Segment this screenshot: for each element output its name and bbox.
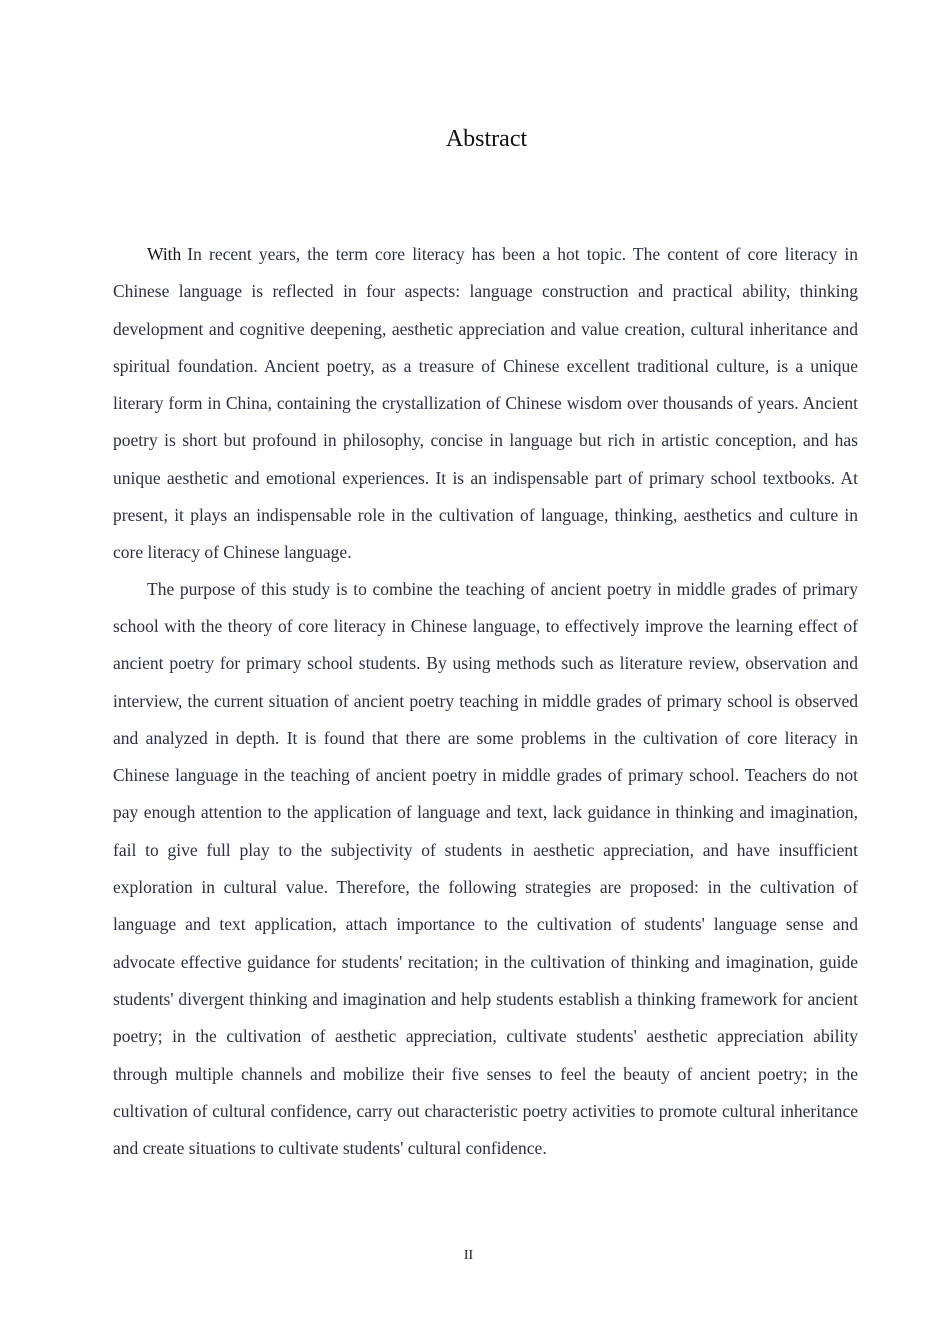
page-number: II (463, 1248, 474, 1263)
paragraph-text: In recent years, the term core literacy has been a hot topic. The content of core literacy in Chinese language is reflected in four aspects: language construction and practical ability, thinking development and cognitive deepening, aesthetic appreciation and value creation, cultural inheritance and spiritual foundation. Ancient poetry, as a treasure of Chinese excellent traditional culture, is a unique literary form in China, containing the crystallization of Chinese wisdom over thousands of years. Ancient poetry is short but profound in philosophy, concise in language but rich in artistic conception, and has unique aesthetic and emotional experiences. It is an indispensable part of primary school textbooks. At present, it plays an indispensable role in the cultivation of language, thinking, aesthetics and culture in core literacy of Chinese language. (113, 244, 858, 563)
abstract-body (113, 236, 858, 1167)
abstract-paragraph-1 (113, 236, 858, 572)
abstract-paragraph-2 (113, 571, 858, 1168)
page-title: Abstract (445, 126, 528, 152)
paragraph-text: The purpose of this study is to combine the teaching of ancient poetry in middle grades of primary school with the theory of core literacy in Chinese language, to effectively improve the learning effect of ancient poetry for primary school students. By using methods such as literature review, observation and interview, the current situation of ancient poetry teaching in middle grades of primary school is observed and analyzed in depth. It is found that there are some problems in the cultivation of core literacy in Chinese language in the teaching of ancient poetry in middle grades of primary school. Teachers do not pay enough attention to the application of language and text, lack guidance in thinking and imagination, fail to give full play to the subjectivity of students in aesthetic appreciation, and have insufficient exploration in cultural value. Therefore, the following strategies are proposed: in the cultivation of language and text application, attach importance to the cultivation of students' language sense and advocate effective guidance for students' recitation; in the cultivation of thinking and imagination, guide students' divergent thinking and imagination and help students establish a thinking framework for ancient poetry; in the cultivation of aesthetic appreciation, cultivate students' aesthetic appreciation ability through multiple channels and mobilize their five senses to feel the beauty of ancient poetry; in the cultivation of cultural confidence, carry out characteristic poetry activities to promote cultural inheritance and create situations to cultivate students' cultural confidence. (113, 578, 858, 1159)
paragraph-lead-word: With (147, 244, 182, 264)
